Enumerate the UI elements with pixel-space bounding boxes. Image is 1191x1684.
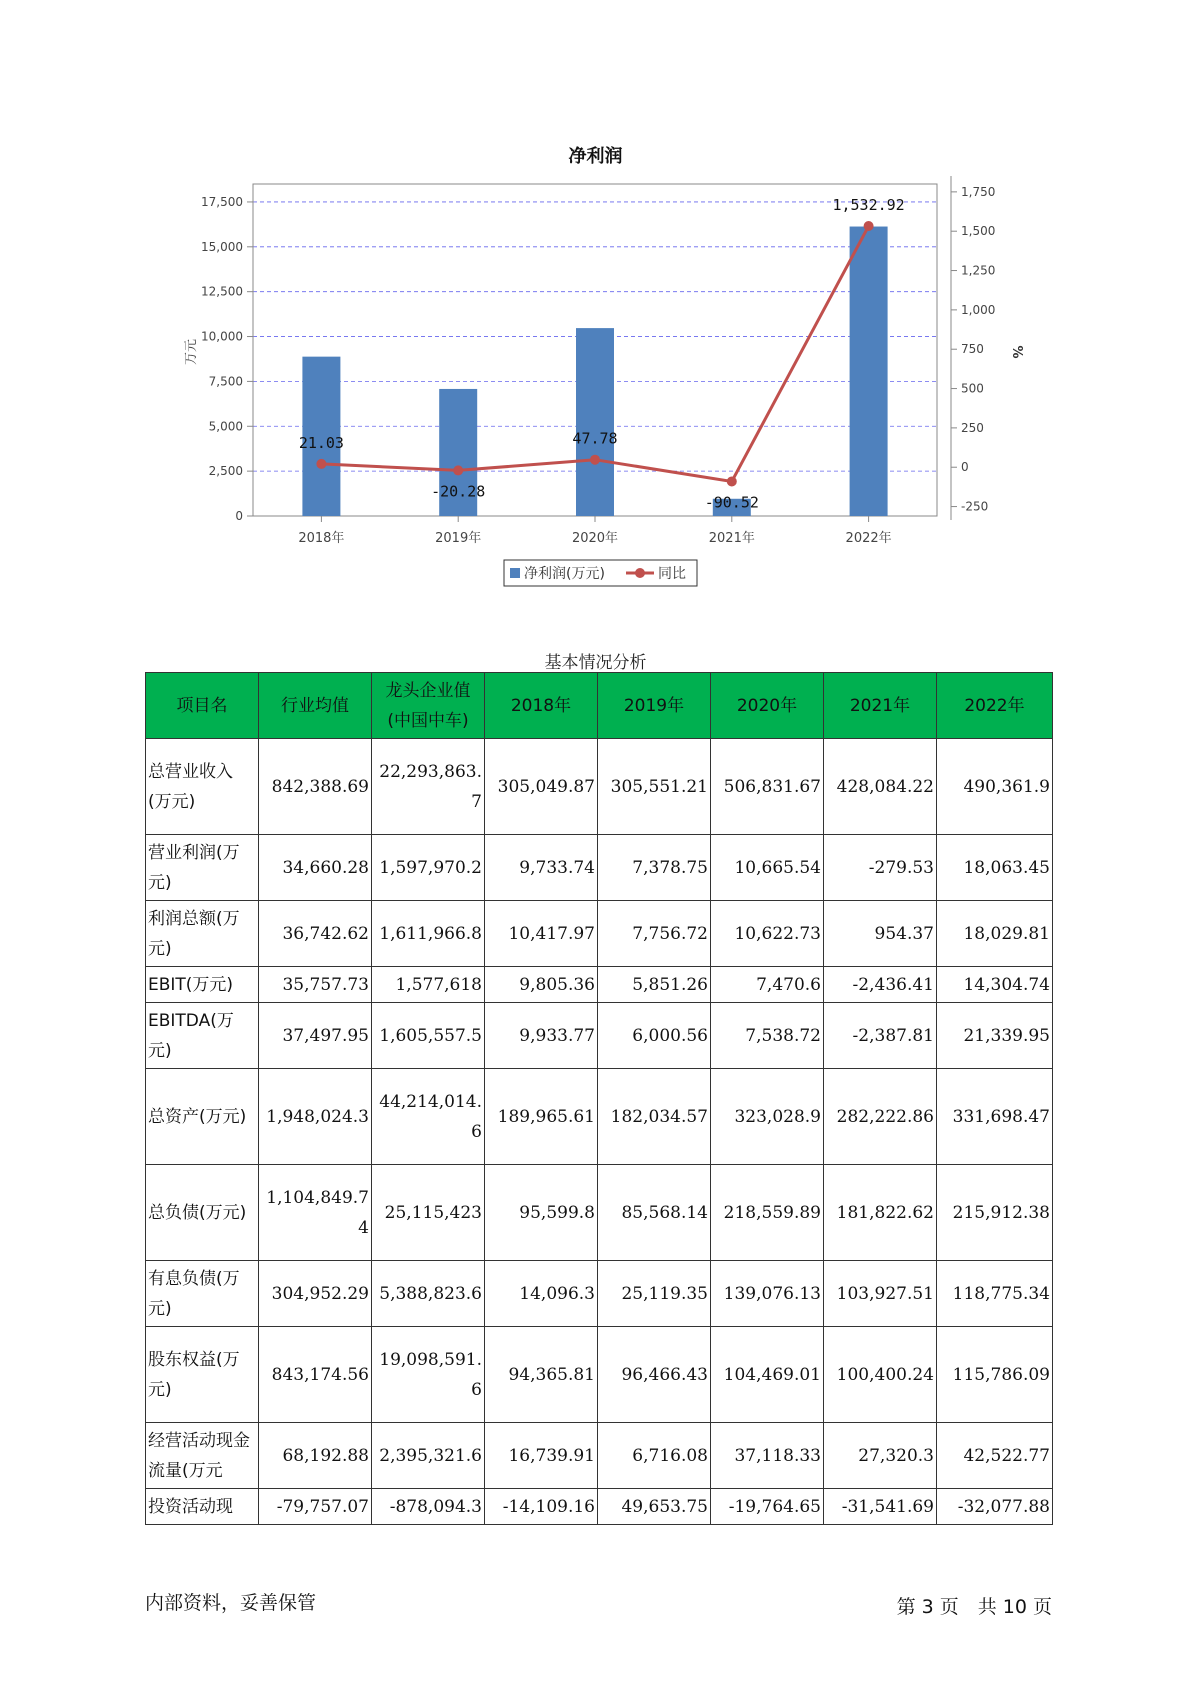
value-cell: 506,831.67 [711,739,824,835]
table-row [146,1489,1053,1525]
value-cell: 1,104,849.74 [259,1165,372,1261]
left-tick-label: 17,500 [201,194,243,209]
value-cell: 282,222.86 [824,1069,937,1165]
yoy-data-label: -90.52 [704,493,759,512]
chart-title: 净利润 [568,146,623,167]
value-cell: -2,436.41 [824,967,937,1003]
row-label-cell: EBITDA(万元) [146,1003,259,1069]
value-cell: 42,522.77 [937,1423,1053,1489]
right-tick-label: 1,750 [961,184,996,199]
left-tick-label: 10,000 [201,329,243,344]
value-cell: 19,098,591.6 [372,1327,485,1423]
right-tick-label: 750 [961,342,984,357]
yoy-point [727,476,737,486]
table-row [146,1423,1053,1489]
value-cell: 7,470.6 [711,967,824,1003]
table-row [146,901,1053,967]
table-header-row [146,673,1053,739]
bar-net-profit [850,227,888,516]
left-tick-label: 15,000 [201,239,243,254]
header-cell: 项目名 [146,673,259,739]
value-cell: 37,497.95 [259,1003,372,1069]
value-cell: 96,466.43 [598,1327,711,1423]
row-label-cell: 总营业收入(万元) [146,739,259,835]
value-cell: -14,109.16 [485,1489,598,1525]
value-cell: 1,611,966.8 [372,901,485,967]
value-cell: 1,605,557.5 [372,1003,485,1069]
x-tick-label: 2020年 [571,531,619,546]
table-row [146,739,1053,835]
value-cell: 6,716.08 [598,1423,711,1489]
value-cell: 44,214,014.6 [372,1069,485,1165]
header-cell: 2021年 [824,673,937,739]
right-tick-label: 500 [961,381,984,396]
footer-page-number: 第 3 页 共 10 页 [896,1596,1052,1618]
left-tick-label: 7,500 [208,374,243,389]
value-cell: 16,739.91 [485,1423,598,1489]
value-cell: 25,119.35 [598,1261,711,1327]
value-cell: 490,361.9 [937,739,1053,835]
value-cell: 14,096.3 [485,1261,598,1327]
yoy-data-label: 21.03 [298,433,344,452]
value-cell: 139,076.13 [711,1261,824,1327]
value-cell: 118,775.34 [937,1261,1053,1327]
value-cell: 22,293,863.7 [372,739,485,835]
value-cell: 25,115,423 [372,1165,485,1261]
header-cell: 龙头企业值(中国中车) [372,673,485,739]
yoy-point [590,455,600,465]
row-label-cell: 有息负债(万元) [146,1261,259,1327]
value-cell: 37,118.33 [711,1423,824,1489]
left-axis-title: 万元 [184,338,199,366]
legend-line-marker [635,568,645,578]
table-row [146,1069,1053,1165]
value-cell: 95,599.8 [485,1165,598,1261]
left-tick-label: 5,000 [208,419,243,434]
net-profit-chart [0,0,1191,620]
value-cell: -279.53 [824,835,937,901]
value-cell: 428,084.22 [824,739,937,835]
row-label-cell: 股东权益(万元) [146,1327,259,1423]
value-cell: 9,805.36 [485,967,598,1003]
value-cell: -32,077.88 [937,1489,1053,1525]
table-row [146,1003,1053,1069]
value-cell: 331,698.47 [937,1069,1053,1165]
x-tick-label: 2019年 [435,531,482,546]
yoy-data-label: 1,532.92 [832,196,905,215]
right-axis-title: % [1009,345,1024,359]
yoy-point [864,221,874,231]
value-cell: 181,822.62 [824,1165,937,1261]
value-cell: 7,538.72 [711,1003,824,1069]
header-cell: 2018年 [485,673,598,739]
header-cell: 2019年 [598,673,711,739]
value-cell: 1,948,024.3 [259,1069,372,1165]
value-cell: 1,597,970.2 [372,835,485,901]
row-label-cell: 利润总额(万元) [146,901,259,967]
value-cell: -2,387.81 [824,1003,937,1069]
yoy-point [453,465,463,475]
legend-bar-label: 净利润(万元) [524,566,605,582]
footer-confidential-note: 内部资料，妥善保管 [145,1592,317,1614]
value-cell: 7,378.75 [598,835,711,901]
basic-analysis-table [145,672,1053,1525]
table-caption: 基本情况分析 [544,653,647,673]
value-cell: 323,028.9 [711,1069,824,1165]
value-cell: 9,933.77 [485,1003,598,1069]
right-tick-label: 250 [961,420,984,435]
value-cell: 85,568.14 [598,1165,711,1261]
table-row [146,835,1053,901]
table-row [146,967,1053,1003]
value-cell: 103,927.51 [824,1261,937,1327]
value-cell: 1,577,618 [372,967,485,1003]
value-cell: 21,339.95 [937,1003,1053,1069]
header-cell: 2022年 [937,673,1053,739]
row-label-cell: 总资产(万元) [146,1069,259,1165]
value-cell: 34,660.28 [259,835,372,901]
value-cell: 6,000.56 [598,1003,711,1069]
value-cell: 100,400.24 [824,1327,937,1423]
right-tick-label: 1,500 [961,224,996,239]
row-label-cell: 经营活动现金流量(万元 [146,1423,259,1489]
table-row [146,1327,1053,1423]
value-cell: 843,174.56 [259,1327,372,1423]
value-cell: 68,192.88 [259,1423,372,1489]
value-cell: 10,622.73 [711,901,824,967]
value-cell: 215,912.38 [937,1165,1053,1261]
value-cell: 5,388,823.6 [372,1261,485,1327]
right-tick-label: 1,000 [961,302,996,317]
value-cell: 14,304.74 [937,967,1053,1003]
x-tick-label: 2018年 [298,531,345,546]
yoy-point [316,459,326,469]
value-cell: 27,320.3 [824,1423,937,1489]
value-cell: -31,541.69 [824,1489,937,1525]
value-cell: 5,851.26 [598,967,711,1003]
value-cell: 304,952.29 [259,1261,372,1327]
value-cell: 182,034.57 [598,1069,711,1165]
right-tick-label: -250 [961,499,989,514]
value-cell: 115,786.09 [937,1327,1053,1423]
legend-bar-swatch [510,568,520,578]
row-label-cell: EBIT(万元) [146,967,259,1003]
legend-line-label: 同比 [658,566,686,582]
row-label-cell: 总负债(万元) [146,1165,259,1261]
value-cell: 10,417.97 [485,901,598,967]
yoy-data-label: -20.28 [431,482,486,501]
left-tick-label: 0 [235,509,243,523]
value-cell: 49,653.75 [598,1489,711,1525]
value-cell: -19,764.65 [711,1489,824,1525]
value-cell: 9,733.74 [485,835,598,901]
x-tick-label: 2021年 [708,531,755,546]
row-label-cell: 营业利润(万元) [146,835,259,901]
table-row [146,1165,1053,1261]
value-cell: 218,559.89 [711,1165,824,1261]
row-label-cell: 投资活动现 [146,1489,259,1525]
value-cell: 842,388.69 [259,739,372,835]
left-tick-label: 2,500 [208,464,243,479]
value-cell: -878,094.3 [372,1489,485,1525]
bar-net-profit [576,328,614,516]
table-row [146,1261,1053,1327]
value-cell: 18,063.45 [937,835,1053,901]
value-cell: 36,742.62 [259,901,372,967]
header-cell: 2020年 [711,673,824,739]
value-cell: 7,756.72 [598,901,711,967]
value-cell: 954.37 [824,901,937,967]
value-cell: 10,665.54 [711,835,824,901]
x-tick-label: 2022年 [845,531,892,546]
left-tick-label: 12,500 [201,284,243,299]
yoy-data-label: 47.78 [572,429,618,448]
value-cell: 104,469.01 [711,1327,824,1423]
right-tick-label: 0 [961,460,969,475]
value-cell: 35,757.73 [259,967,372,1003]
value-cell: 2,395,321.6 [372,1423,485,1489]
value-cell: 18,029.81 [937,901,1053,967]
value-cell: 305,049.87 [485,739,598,835]
value-cell: 305,551.21 [598,739,711,835]
value-cell: 189,965.61 [485,1069,598,1165]
header-cell: 行业均值 [259,673,372,739]
right-tick-label: 1,250 [961,263,996,278]
value-cell: 94,365.81 [485,1327,598,1423]
value-cell: -79,757.07 [259,1489,372,1525]
